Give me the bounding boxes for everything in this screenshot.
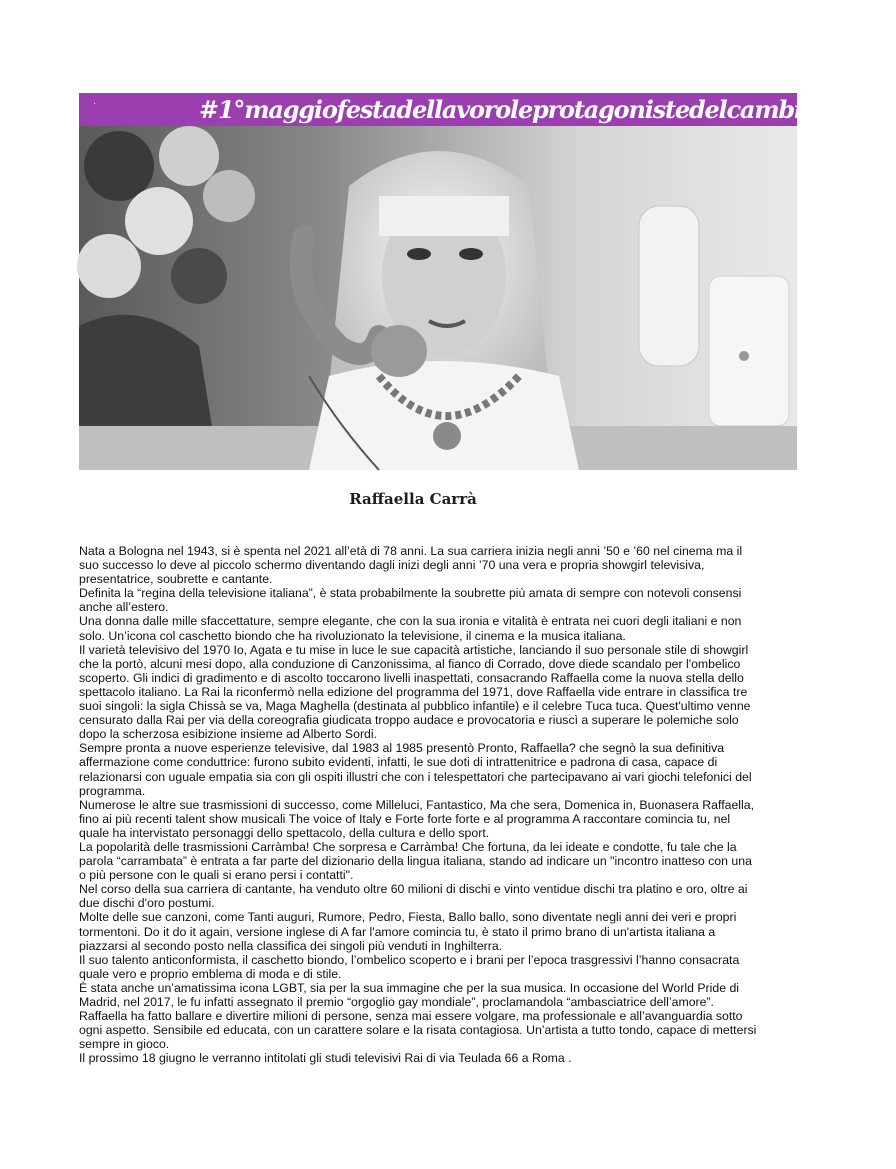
header-banner: [79, 93, 896, 126]
paragraph: Sempre pronta a nuove esperienze televisive, dal 1983 al 1985 presentò Pronto, Raffaella? che segnò la sua definitiva affermazione come conduttrice: furono subito evidenti, infatti, le sue doti di intrattenitrice e padrona di casa, capace di relazionarsi con uguale empatia sia con gli ospiti illustri che con i telespettatori che partecipavano ai vari giochi telefonici del programma.: [79, 741, 752, 798]
paragraph: Nel corso della sua carriera di cantante, ha venduto oltre 60 milioni di dischi e vinto ventidue dischi tra platino e oro, oltre ai due dischi d'oro postumi.: [79, 882, 748, 911]
portrait-photo: [79, 126, 797, 470]
paragraph: Numerose le altre sue trasmissioni di successo, come Milleluci, Fantastico, Ma che sera, Domenica in, Buonasera Raffaella, fino ai più recenti talent show musicali The voice of Italy e Forte forte forte e al programma A raccontare comincia tu, nel quale ha intervistato personaggi dello spettacolo, della cultura e dello sport.: [79, 797, 755, 840]
paragraph: Definita la “regina della televisione italiana”, è stata probabilmente la soubrette più amata di sempre con notevoli consensi anche all’estero.: [79, 586, 742, 615]
paragraph: Nata a Bologna nel 1943, si è spenta nel 2021 all’età di 78 anni. La sua carriera inizia negli anni ’50 e ’60 nel cinema ma il suo successo lo deve al piccolo schermo diventando dagli inizi degli anni ’70 una vera e propria showgirl televisiva, presentatrice, soubrette e cantante.: [79, 544, 743, 587]
paragraph: Il varietà televisivo del 1970 Io, Agata e tu mise in luce le sue capacità artistiche, lanciando il suo personale stile di showgirl che la portò, alcuni mesi dopo, alla conduzione di Canzonissima, al fianco di Corrado, dove diede scandalo per l'ombelico scoperto. Gli indici di gradimento e di ascolto toccarono livelli inaspettati, consacrando Raffaella come la nuova stella dello spettacolo italiano. La Rai la riconfermò nella edizione del programma del 1971, dove Raffaella vide entrare in classifica tre suoi singoli: la sigla Chissà se va, Maga Maghella (destinata al pubblico infantile) e il celebre Tuca tuca. Quest'ultimo venne censurato dalla Rai per via della coreografia giudicata troppo audace e provocatoria e riuscì a superare le polemiche solo dopo la scherzosa esibizione insieme ad Alberto Sordi.: [79, 642, 751, 742]
banner-mark: ·: [93, 99, 97, 110]
paragraph: Molte delle sue canzoni, come Tanti auguri, Rumore, Pedro, Fiesta, Ballo ballo, sono diventate negli anni dei veri e propri tormentoni. Do it do it again, versione inglese di A far l'amore comincia tu, è stato il primo brano di un'artista italiana a piazzarsi al secondo posto nella classifica dei singoli più venduti in Inghilterra.: [79, 910, 737, 953]
paragraph: È stata anche un’amatissima icona LGBT, sia per la sua immagine che per la sua musica. In occasione del World Pride di Madrid, nel 2017, le fu infatti assegnato il premio “orgoglio gay mondiale”, proclamandola “ambasciatrice dell’amore”. Raffaella ha fatto ballare e divertire milioni di persone, senza mai essere volgare, ma professionale e all’avanguardia sotto ogni aspetto. Sensibile ed educata, con un carattere solare e la risata contagiosa. Un’artista a tutto tondo, capace di mettersi sempre in gioco.: [79, 980, 757, 1052]
article-title: Raffaella Carrà: [349, 490, 477, 508]
banner-hashtag: #1°maggiofestadellavoroleprotagonistedelcambiamento: [199, 95, 896, 124]
paragraph: Il suo talento anticonformista, il caschetto biondo, l’ombelico scoperto e i brani per l’epoca trasgressivi l’hanno consacrata quale vero e proprio emblema di moda e di stile.: [79, 952, 740, 981]
article-body: [79, 544, 759, 1065]
paragraph: Il prossimo 18 giugno le verranno intitolati gli studi televisivi Rai di via Teulada 66 a Roma .: [79, 1051, 572, 1066]
paragraph: Una donna dalle mille sfaccettature, sempre elegante, che con la sua ironia e vitalità è entrata nei cuori degli italiani e non solo. Un’icona col caschetto biondo che ha rivoluzionato la televisione, il cinema e la musica italiana.: [79, 614, 742, 643]
paragraph: La popolarità delle trasmissioni Carràmba! Che sorpresa e Carràmba! Che fortuna, da lei ideate e condotte, fu tale che la parola “carrambata” è entrata a far parte del dizionario della lingua italiana, stando ad indicare un "incontro inatteso con una o più persone con le quali si erano persi i contatti".: [79, 839, 752, 883]
